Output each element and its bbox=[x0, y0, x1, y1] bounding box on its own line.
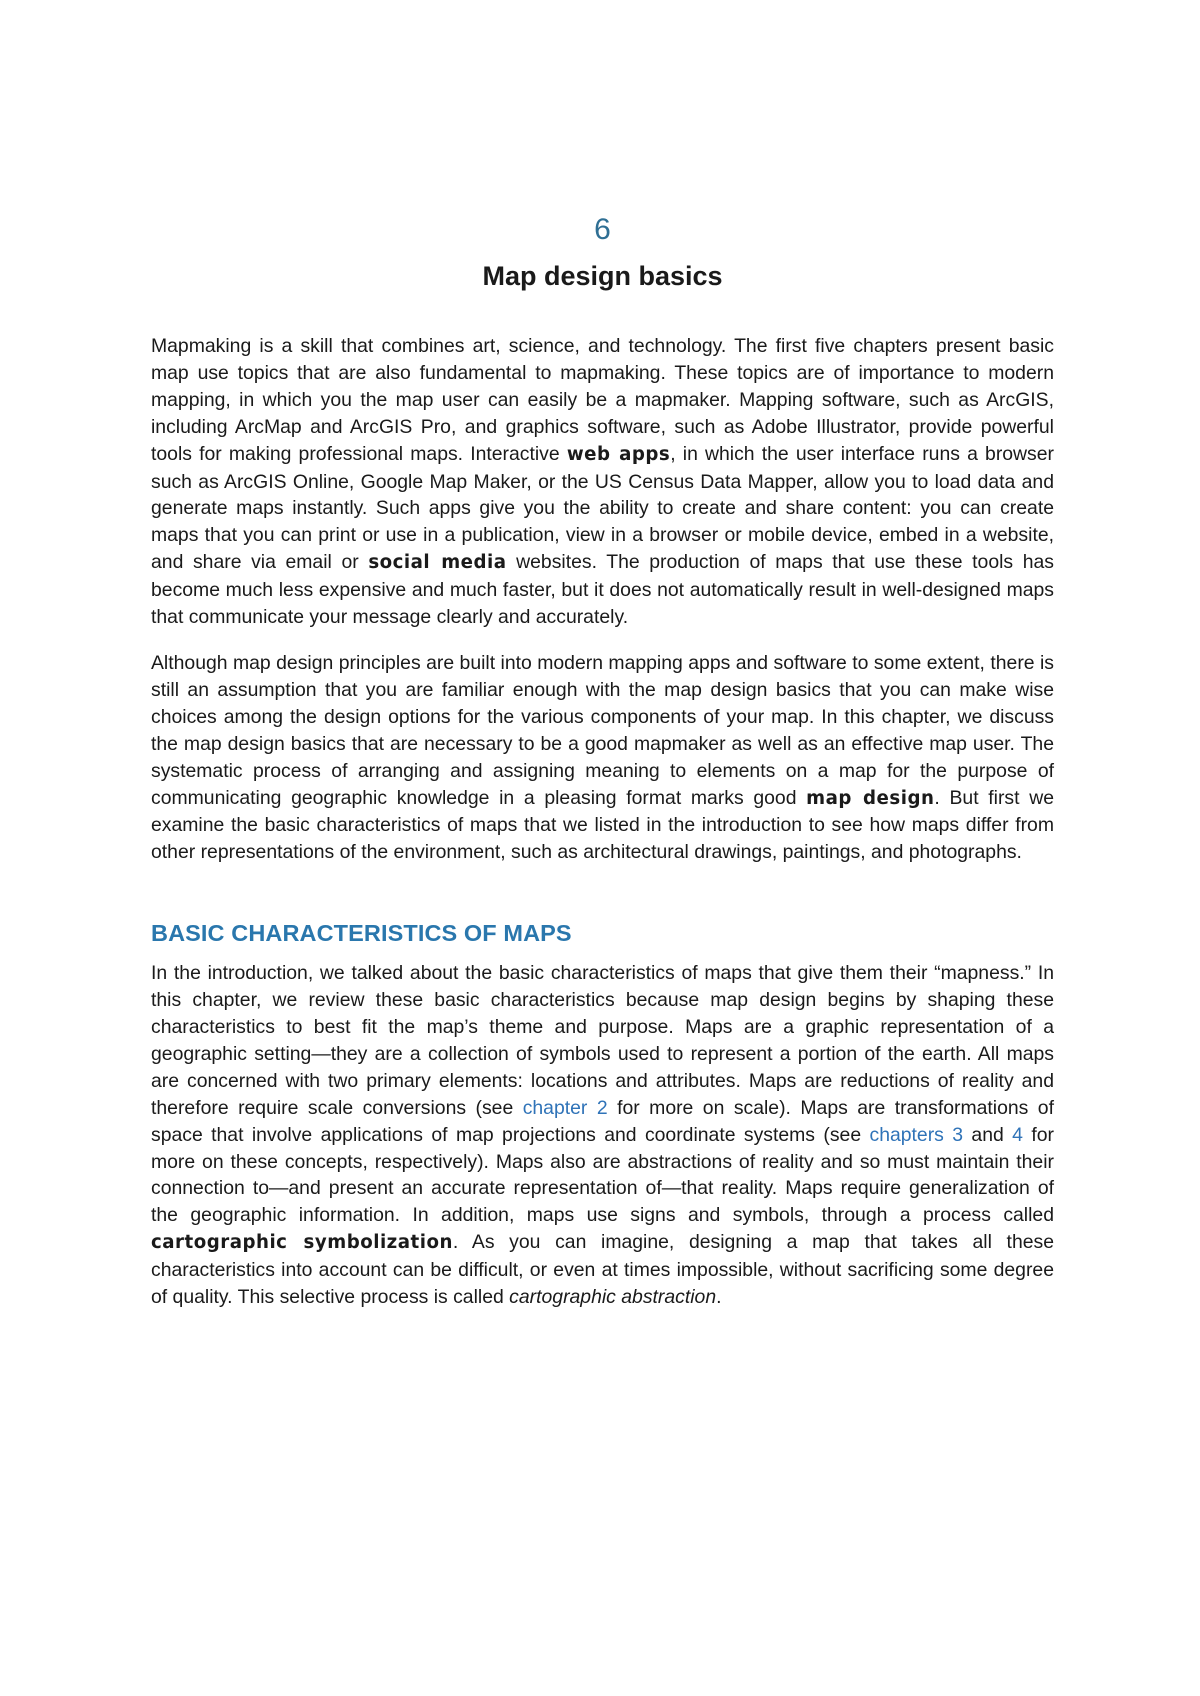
intro-paragraph-1 bbox=[151, 333, 1054, 631]
chapter-2-link[interactable]: chapter 2 bbox=[522, 1096, 608, 1119]
paragraph-text: Although map design principles are built into modern mapping apps and software to some extent, there is still an assumption that you are familiar enough with the map design basics that you can make wise choices among the design options for the various components of your map. In this chapter, we discuss the map design basics that are necessary to be a good mapmaker as well as an effective map user. The systematic process of arranging and assigning meaning to elements on a map for the purpose of communicating geographic knowledge in a pleasing format marks good bbox=[151, 651, 1054, 809]
paragraph-text: . bbox=[716, 1286, 722, 1309]
paragraph-text: for more on scale). Maps are transformations of space that involve applications of map projections and coordinate systems (see bbox=[151, 1096, 1054, 1146]
key-term-map-design: map design bbox=[806, 787, 935, 809]
chapter-title: Map design basics bbox=[482, 261, 723, 291]
paragraph-text: . But first we examine the basic characteristics of maps that we listed in the introduction to see how maps differ from other representations of the environment, such as architectural drawings, paintings, and photographs. bbox=[151, 786, 1054, 864]
paragraph-text: , in which the user interface runs a browser such as ArcGIS Online, Google Map Maker, or the US Census Data Mapper, allow you to load data and generate maps instantly. Such apps give you the ability to create and share content: you can create maps that you can print or use in a publication, view in a browser or mobile device, embed in a website, and share via email or bbox=[151, 442, 1054, 574]
chapter-4-link[interactable]: 4 bbox=[1012, 1123, 1023, 1146]
paragraph-text: . As you can imagine, designing a map that takes all these characteristics into account can be difficult, or even at times impossible, without sacrificing some degree of quality. This selective process is called bbox=[151, 1231, 1054, 1309]
chapter-number: 6 bbox=[594, 213, 611, 246]
page-content bbox=[151, 210, 1054, 1311]
section-heading: BASIC CHARACTERISTICS OF MAPS bbox=[151, 920, 572, 947]
intro-paragraph-2 bbox=[151, 650, 1054, 866]
key-term-cartographic-symbolization: cartographic symbolization bbox=[151, 1232, 453, 1254]
paragraph-text: websites. The production of maps that use these tools has become much less expensive and much faster, but it does not automatically result in well-designed maps that communicate your message clearly and accurately. bbox=[151, 551, 1054, 629]
paragraph-text: for more on these concepts, respectively). Maps also are abstractions of reality and so must maintain their connection to—and present an accurate representation of—that reality. Maps require generalization of the geographic information. In addition, maps use signs and symbols, through a process called bbox=[151, 1123, 1054, 1227]
section-paragraph bbox=[151, 960, 1054, 1311]
paragraph-text: Mapmaking is a skill that combines art, science, and technology. The first five chapters present basic map use topics that are also fundamental to mapmaking. These topics are of importance to modern mapping, in which you the map user can easily be a mapmaker. Mapping software, such as ArcGIS, including ArcMap and ArcGIS Pro, and graphics software, such as Adobe Illustrator, provide powerful tools for making professional maps. Interactive bbox=[151, 335, 1054, 465]
key-term-social-media: social media bbox=[368, 552, 507, 574]
paragraph-text: and bbox=[963, 1123, 1013, 1146]
paragraph-text: In the introduction, we talked about the basic characteristics of maps that give them their “mapness.” In this chapter, we review these basic characteristics because map design begins by shaping these characteristics to best fit the map’s theme and purpose. Maps are a graphic representation of a geographic setting—they are a collection of symbols used to represent a portion of the earth. All maps are concerned with two primary elements: locations and attributes. Maps are reductions of reality and therefore require scale conversions (see bbox=[151, 962, 1054, 1119]
key-term-web-apps: web apps bbox=[566, 443, 671, 465]
italic-term-cartographic-abstraction: cartographic abstraction bbox=[509, 1286, 717, 1309]
chapters-3-link[interactable]: chapters 3 bbox=[869, 1123, 964, 1146]
